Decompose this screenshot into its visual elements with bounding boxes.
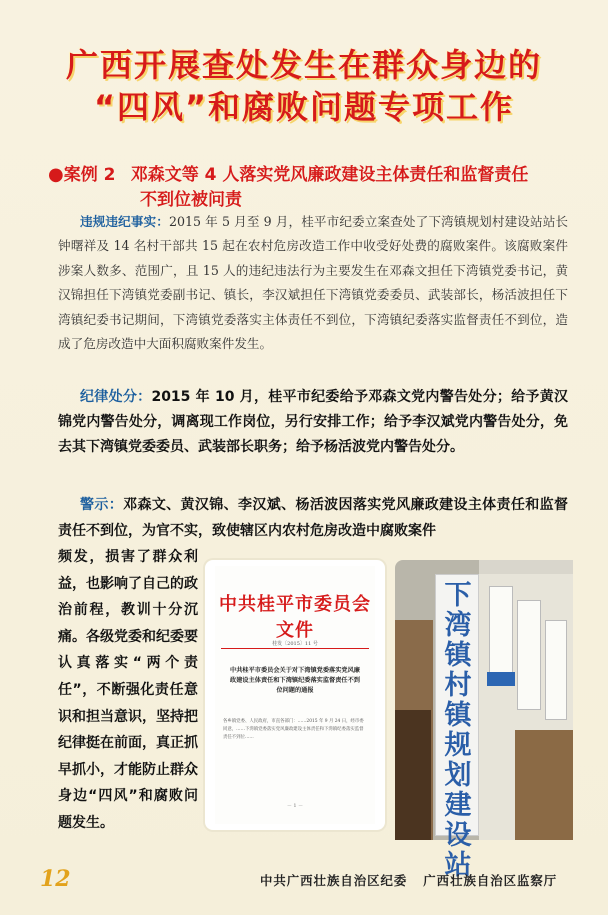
document-red-rule	[221, 648, 369, 649]
discipline-paragraph	[58, 385, 568, 460]
photo-wall-sign	[489, 586, 513, 676]
document-body: 各乡镇党委、人民政府，市直各部门：……2015 年 9 月 24 日，经市委同意，……下湾镇党委落实党风廉政建设主体责任和下湾镇纪委落实监督责任不到位……	[223, 719, 364, 740]
footer-org-2: 广西壮族自治区监察厅	[423, 873, 558, 888]
case-heading	[48, 160, 568, 213]
document-subject: 中共桂平市委员会关于对下湾镇党委落实党风廉政建设主体责任和下湾镇纪委落实监督责任不到位问题的通报	[230, 667, 360, 694]
warning-continued: 频发，损害了群众利益，也影响了自己的政治前程，教训十分沉痛。各级党委和纪委要认真落实“两个责任”，不断强化责任意识和担当意识，坚持把纪律挺在前面，真正抓早抓小，才能防止群众身边“四风”和腐败问题发生。	[58, 549, 198, 831]
warning-text: 邓森文、黄汉锦、李汉斌、杨活波因落实党风廉政建设主体责任和监督责任不到位，为官不实，致使辖区内农村危房改造中腐败案件	[58, 497, 569, 539]
photo-doorway	[515, 730, 573, 840]
sign-board-text: 下湾镇村镇规划建设站	[444, 580, 472, 881]
sign-board	[435, 574, 479, 881]
violation-paragraph	[58, 210, 568, 356]
title-line-1: 广西开展查处发生在群众身边的	[65, 46, 542, 84]
footer-organizations	[260, 871, 590, 889]
photo-blue-plaque	[487, 672, 515, 686]
document-number: 桂发〔2015〕11 号	[272, 641, 318, 647]
photo-door	[395, 710, 431, 840]
document-page-number: － 1 －	[286, 803, 304, 809]
discipline-text: 2015 年 10 月，桂平市纪委给予邓森文党内警告处分；给予黄汉锦党内警告处分，调离现工作岗位，另行安排工作；给予李汉斌党内警告处分，免去其下湾镇党委委员、武装部长职务；给予杨活波党内警告处分。	[58, 389, 569, 455]
case-title-line-2: 不到位被问责	[140, 190, 242, 210]
page-number: 12	[40, 866, 71, 892]
violation-text: 2015 年 5 月至 9 月，桂平市纪委立案查处了下湾镇规划村建设站站长钟曙祥及 14 名村干部共 15 起在农村危房改造工作中收受好处费的腐败案件。该腐败案件涉案人数多、范围广，且 15 人的违纪违法行为主要发生在邓森文担任下湾镇党委书记，黄汉锦担任下湾镇党委副书记、镇长，李汉斌担任下湾镇党委委员、武装部长，杨活波担任下湾镇纪委书记期间，下湾镇党委落实主体责任不到位，下湾镇纪委落实监督责任不到位，造成了危房改造中大面积腐败案件发生。	[58, 214, 569, 352]
case-title-line-1: 邓森文等 4 人落实党风廉政建设主体责任和监督责任	[130, 165, 529, 185]
photo-ceiling	[479, 560, 573, 574]
photo-wall-sign	[545, 620, 567, 720]
violation-label: 违规违纪事实：	[80, 214, 169, 229]
footer-org-1: 中共广西壮族自治区纪委	[260, 873, 408, 888]
document-photo	[205, 560, 385, 830]
warning-label: 警示：	[80, 497, 124, 513]
document-sheet	[215, 566, 375, 824]
warning-paragraph	[58, 492, 568, 544]
page-title	[0, 44, 608, 128]
bullet-icon: ●	[48, 164, 64, 185]
photo-wall-sign	[517, 600, 541, 710]
title-line-2: “四风”和腐败问题专项工作	[93, 88, 515, 126]
case-label: 案例 2	[63, 165, 116, 185]
discipline-label: 纪律处分：	[80, 389, 152, 405]
document-header: 中共桂平市委员会文件	[219, 594, 371, 641]
